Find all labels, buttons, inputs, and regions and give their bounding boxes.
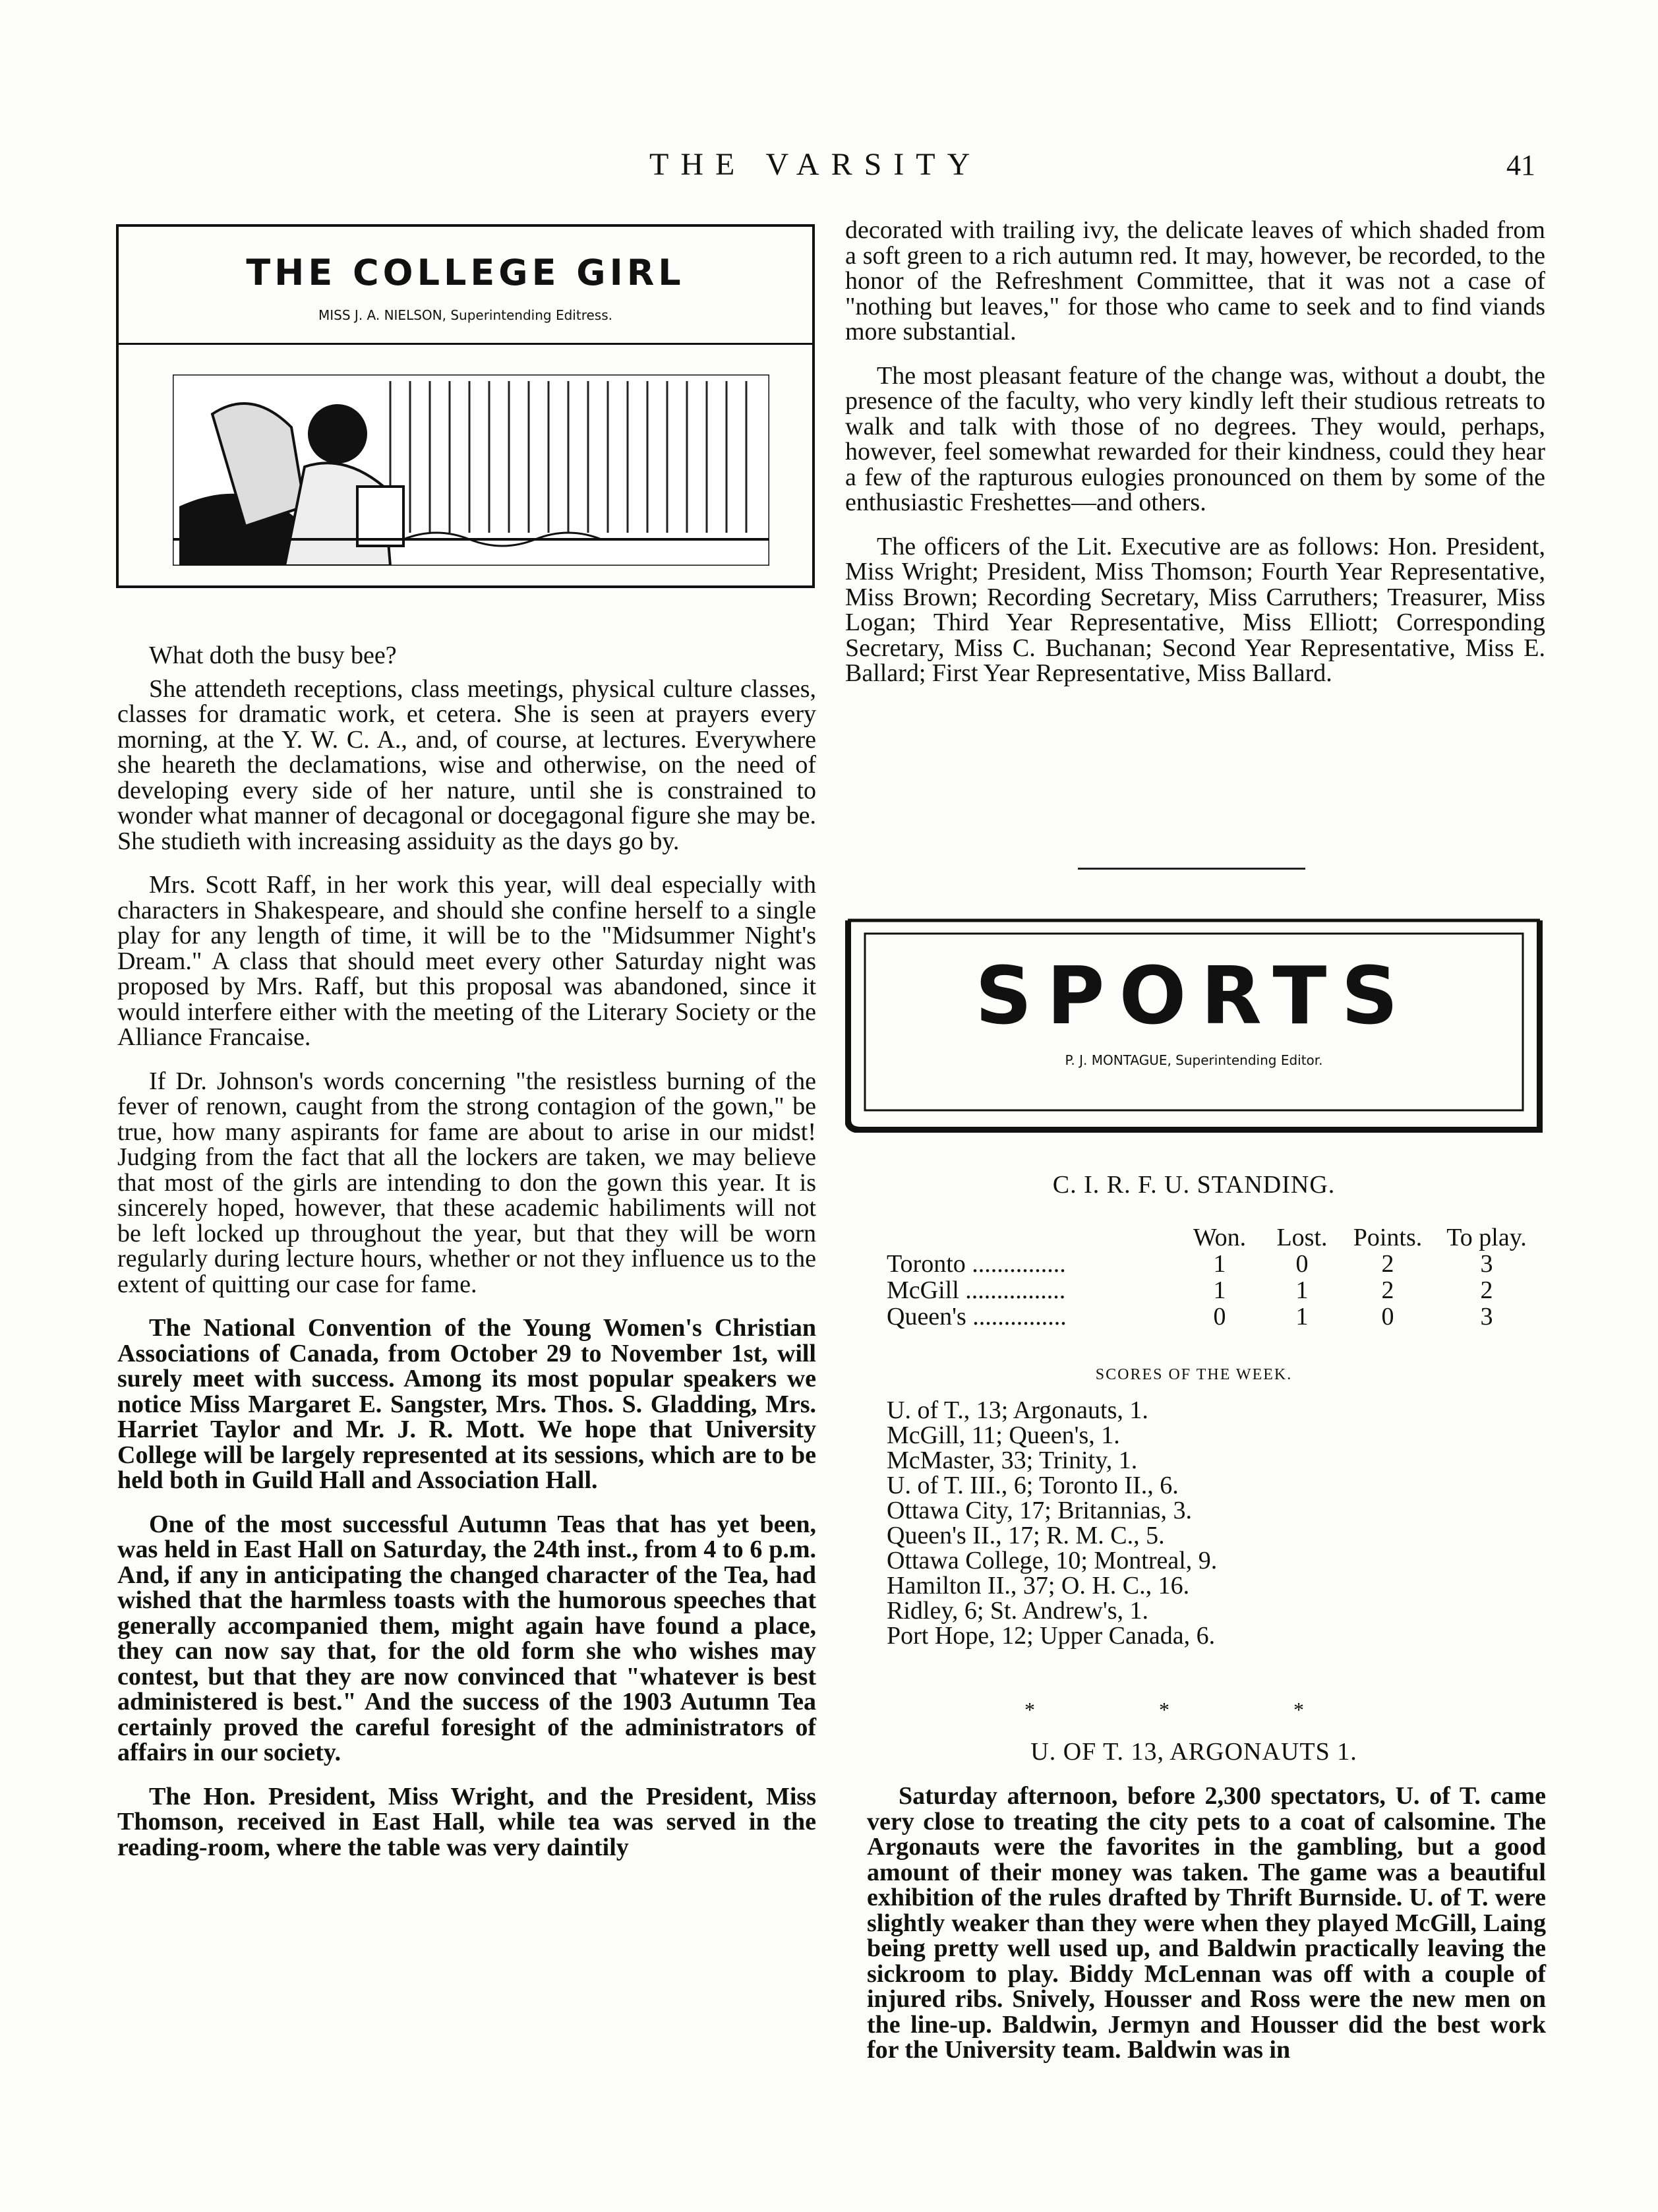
sports-editor: P. J. MONTAGUE, Superintending Editor. bbox=[1065, 1052, 1323, 1068]
standings-header-row bbox=[887, 1223, 1539, 1249]
section-divider bbox=[1078, 868, 1305, 870]
college-girl-divider bbox=[116, 343, 815, 345]
standings-table bbox=[887, 1223, 1539, 1329]
column-header: To play. bbox=[1446, 1224, 1527, 1251]
list-item: Queen's II., 17; R. M. C., 5. bbox=[887, 1522, 1165, 1549]
reading-girl-illustration bbox=[173, 374, 769, 566]
cell: 0 bbox=[1295, 1250, 1309, 1278]
table-row bbox=[887, 1302, 1539, 1329]
section-stars: * * * bbox=[1024, 1698, 1363, 1721]
cell: 1 bbox=[1213, 1276, 1226, 1304]
left-column bbox=[117, 643, 816, 1860]
paragraph: The officers of the Lit. Executive are as follows: Hon. President, Miss Wright; President, Miss Thomson; Fourth Year Representative, Miss Brown; Recording Secretary, Miss Carruthers; Treasurer, Miss Logan; Third Year Representative, Miss Elliott; Corresponding Secretary, Miss C. Buchanan; Second Year Representative, Miss E. Ballard; First Year Representative, Miss Ballard. bbox=[845, 532, 1545, 687]
running-header-title: THE VARSITY bbox=[649, 147, 982, 182]
list-item: Port Hope, 12; Upper Canada, 6. bbox=[887, 1622, 1216, 1650]
game-heading: U. OF T. 13, ARGONAUTS 1. bbox=[1030, 1738, 1357, 1766]
team-name: Toronto ............... bbox=[887, 1250, 1066, 1278]
cell: 1 bbox=[1213, 1250, 1226, 1278]
paragraph: decorated with trailing ivy, the delicate leaves of which shaded from a soft green to a rich autumn red. It may, however, be recorded, to the honor of the Refreshment Committee, that it was not a case of "nothing but leaves," for those who came to seek and to find viands more substantial. bbox=[845, 216, 1545, 345]
list-item: U. of T., 13; Argonauts, 1. bbox=[887, 1396, 1148, 1424]
cell: 0 bbox=[1213, 1303, 1226, 1330]
game-report bbox=[867, 1783, 1546, 2063]
scores-heading: SCORES OF THE WEEK. bbox=[1095, 1366, 1293, 1383]
paragraph: The National Convention of the Young Women's Christian Associations of Canada, from October 29 to November 1st, will surely meet with success. Among its most popular speakers we notice Miss Margaret E. Sangster, Mrs. Thos. S. Gladding, Mrs. Harriet Taylor and Mr. J. R. Mott. We hope that University College will be largely represented at its sessions, which are to be held both in Guild Hall and Association Hall. bbox=[117, 1314, 816, 1494]
college-girl-editor: MISS J. A. NIELSON, Superintending Editress. bbox=[318, 307, 612, 323]
paragraph: Saturday afternoon, before 2,300 spectators, U. of T. came very close to treating the city pets to a coat of calsomine. The Argonauts were the favorites in the gambling, but a good amount of their money was taken. The game was a beautiful exhibition of the rules drafted by Thrift Burnside. U. of T. were slightly weaker than they were when they played McGill, Laing being pretty well used up, and Baldwin practically leaving the sickroom to play. Biddy McLennan was off with a couple of injured ribs. Snively, Housser and Ross were the new men on the line-up. Baldwin, Jermyn and Housser did the best work for the University team. Baldwin was in bbox=[867, 1782, 1546, 2064]
paragraph: If Dr. Johnson's words concerning "the resistless burning of the fever of renown, caught from the strong contagion of the gown," be true, how many aspirants for fame are about to arise in our midst! Judging from the fact that all the lockers are taken, we may believe that most of the girls are intending to don the gown this year. It is sincerely hoped, however, that these academic habiliments will not be left locked up throughout the year, but that they will be worn regularly during lecture hours, whether or not they influence us to the extent of quitting our case for fame. bbox=[117, 1067, 816, 1298]
college-girl-title: THE COLLEGE GIRL bbox=[246, 252, 685, 293]
paragraph: The Hon. President, Miss Wright, and the President, Miss Thomson, received in East Hall, while tea was served in the reading-room, where the table was very daintily bbox=[117, 1782, 816, 1861]
list-item: Ottawa City, 17; Britannias, 3. bbox=[887, 1497, 1192, 1524]
column-header: Points. bbox=[1353, 1224, 1423, 1251]
team-name: Queen's ............... bbox=[887, 1303, 1067, 1330]
standing-heading: C. I. R. F. U. STANDING. bbox=[1052, 1171, 1336, 1199]
paragraph: What doth the busy bee? bbox=[149, 642, 397, 669]
page-number: 41 bbox=[1506, 149, 1535, 181]
table-row bbox=[887, 1249, 1539, 1276]
cell: 2 bbox=[1381, 1276, 1394, 1304]
list-item: Hamilton II., 37; O. H. C., 16. bbox=[887, 1572, 1190, 1599]
right-column bbox=[845, 218, 1545, 705]
cell: 3 bbox=[1480, 1303, 1493, 1330]
column-header: Won. bbox=[1193, 1224, 1247, 1251]
cell: 1 bbox=[1295, 1303, 1309, 1330]
list-item: McMaster, 33; Trinity, 1. bbox=[887, 1447, 1138, 1474]
cell: 2 bbox=[1381, 1250, 1394, 1278]
scores-list bbox=[887, 1398, 1546, 1648]
list-item: Ottawa College, 10; Montreal, 9. bbox=[887, 1547, 1218, 1574]
cell: 0 bbox=[1381, 1303, 1394, 1330]
paragraph: Mrs. Scott Raff, in her work this year, will deal especially with characters in Shakespeare, and should she confine herself to a single play for any length of time, it will be to the "Midsummer Night's Dream." A class that should meet every other Saturday night was proposed by Mrs. Raff, but this proposal was abandoned, since it would interfere either with the meeting of the Literary Society or the Alliance Francaise. bbox=[117, 871, 816, 1051]
sports-title: SPORTS bbox=[975, 951, 1413, 1042]
team-name: McGill ................ bbox=[887, 1276, 1066, 1304]
paragraph: She attendeth receptions, class meetings, physical culture classes, classes for dramatic work, et cetera. She is seen at prayers every morning, at the Y. W. C. A., and, of course, at lectures. Everywhere she heareth the declamations, wise and otherwise, on the need of developing every side of her nature, until she is constrained to wonder what manner of decagonal or docegagonal figure she may be. She studieth with increasing assiduity as the days go by. bbox=[117, 674, 816, 855]
paragraph: The most pleasant feature of the change was, without a doubt, the presence of the faculty, who very kindly left their studious retreats to walk and talk with those of no degrees. They would, perhaps, however, feel somewhat rewarded for their kindness, could they hear a few of the rapturous eulogies pronounced on them by some of the enthusiastic Freshettes—and others. bbox=[845, 361, 1545, 516]
list-item: Ridley, 6; St. Andrew's, 1. bbox=[887, 1597, 1149, 1625]
cell: 1 bbox=[1295, 1276, 1309, 1304]
table-row bbox=[887, 1276, 1539, 1302]
list-item: McGill, 11; Queen's, 1. bbox=[887, 1421, 1120, 1449]
column-header: Lost. bbox=[1276, 1224, 1328, 1251]
paragraph: One of the most successful Autumn Teas that has yet been, was held in East Hall on Saturday, the 24th inst., from 4 to 6 p.m. And, if any in anticipating the changed character of the Tea, had wished that the harmless toasts with the humorous speeches that generally accompanied them, might again have found a place, they can now say that, for the old form she who wishes may contest, but that they are now convinced that "whatever is best administered is best." And the success of the 1903 Autumn Tea certainly proved the careful foresight of the administrators of affairs in our society. bbox=[117, 1510, 816, 1766]
list-item: U. of T. III., 6; Toronto II., 6. bbox=[887, 1472, 1179, 1499]
cell: 3 bbox=[1480, 1250, 1493, 1278]
cell: 2 bbox=[1480, 1276, 1493, 1304]
